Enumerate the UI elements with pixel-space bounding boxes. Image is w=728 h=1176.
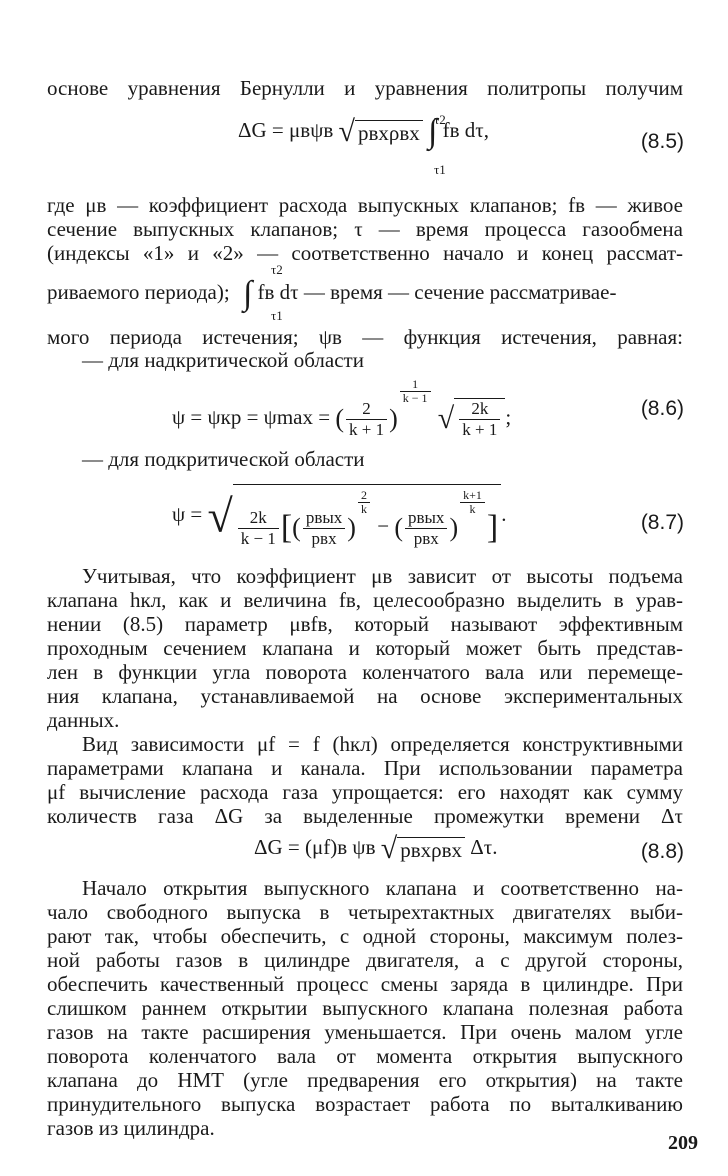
equation-number-8-6: (8.6) [640, 397, 684, 420]
eq88-tail: Δτ. [470, 835, 498, 859]
text-line: Вид зависимости μf = f (hкл) определяется конструктивными [82, 732, 683, 756]
text-line: рают так, чтобы обеспечить, с одной стороны, максимум полез- [47, 924, 683, 948]
text-line: клапана hкл, как и величина fв, целесообразно выделить в урав- [47, 588, 683, 612]
text-line: ния клапана, устанавливаемой на основе экспериментальных [47, 684, 683, 708]
text-line: Начало открытия выпускного клапана и соответственно на- [82, 876, 683, 900]
text-line: Учитывая, что коэффициент μв зависит от высоты подъема [82, 564, 683, 588]
text-line: основе уравнения Бернулли и уравнения политропы получим [47, 76, 683, 100]
text-fragment: риваемого периода); [47, 280, 230, 304]
inline-int-lower-limit: τ1 [271, 308, 283, 323]
equation-number-8-5: (8.5) [640, 130, 684, 153]
eq85-radicand: pвхρвх [355, 120, 423, 145]
text-line: чало свободного выпуска в четырехтактных двигателях выби- [47, 900, 683, 924]
text-line: обеспечить качественный процесс смены заряда в цилиндре. При [47, 972, 683, 996]
text-line: лен в функции угла поворота коленчатого вала или перемеще- [47, 660, 683, 684]
text-line: поворота коленчатого вала от момента открытия выпускного [47, 1044, 683, 1068]
eq88-root: √ pвхρвх [381, 835, 465, 862]
text-line: ной работы газов в цилиндре двигателя, а с другой стороны, [47, 948, 683, 972]
text-line: газов на такте расширения уменьшается. При очень малом угле [47, 1020, 683, 1044]
equation-8-7: ψ = √ $\frac{2k}{k - 1}$ [( $\frac{\text{pвых}}{\text{pвх}}$ ) $\frac{2}{k}$ − ( $\frac{\text{pвых}}{\text{pвх}}$ ) $\frac{k+1}{k}$ ] . [172, 484, 506, 549]
page-number: 209 [668, 1132, 698, 1154]
equation-8-5 [238, 113, 489, 151]
eq87-exponent-1: $\frac{2}{k}$ [358, 489, 370, 516]
integral-sign: ∫ [242, 275, 253, 313]
text-line: данных. [47, 708, 120, 732]
eq85-lhs: ΔG = μвψв [238, 118, 334, 142]
text-line: где μв — коэффициент расхода выпускных клапанов; fв — живое [47, 193, 683, 217]
eq85-integrand: fв dτ, [442, 118, 489, 142]
eq87-pressure-ratio-1: $\frac{\text{pвых}}{\text{pвх}}$ [303, 508, 345, 549]
integral-sign: ∫ [428, 113, 438, 151]
text-line [47, 275, 683, 313]
inline-int-upper-limit: τ2 [271, 262, 283, 277]
eq85-root: √ pвхρвх [339, 118, 423, 145]
text-line: принудительного выпуска возрастает работа по выталкиванию [47, 1092, 683, 1116]
eq88-lhs: ΔG = (μf)в ψв [254, 835, 376, 859]
text-fragment: fв dτ — время — сечение рассматривае- [257, 280, 617, 304]
eq85-lower-limit: τ1 [434, 162, 446, 177]
equation-8-8 [254, 832, 498, 866]
text-line: нении (8.5) параметр μвfв, который называют эффективным [47, 612, 683, 636]
equation-number-8-7: (8.7) [640, 511, 684, 534]
eq86-lhs: ψ = ψкр = ψmax = [172, 405, 331, 429]
text-line: — для подкритической области [82, 447, 365, 471]
text-line: газов из цилиндра. [47, 1116, 215, 1140]
eq88-radicand: pвхρвх [397, 837, 465, 862]
eq86-root-fraction: $\frac{2k}{k + 1}$ [459, 399, 500, 440]
eq87-pressure-ratio-2: $\frac{\text{pвых}}{\text{pвх}}$ [405, 508, 447, 549]
equation-8-6: ψ = ψкр = ψmax = ( $\frac{2}{k + 1}$ ) $\frac{1}{k - 1}$ √ $\frac{2k}{k + 1}$ ; [172, 377, 512, 440]
eq87-root: √ $\frac{2k}{k - 1}$ [( $\frac{\text{pвых}}{\text{pвх}}$ ) $\frac{2}{k}$ − ( $\frac{\text{pвых}}{\text{pвх}}$ ) $\frac{k+1}{k}$ ] [208, 484, 502, 549]
text-line: (индексы «1» и «2» — соответственно начало и конец рассмат- [47, 241, 683, 265]
eq86-root: √ $\frac{2k}{k + 1}$ [438, 398, 506, 440]
eq87-coefficient: $\frac{2k}{k - 1}$ [238, 508, 279, 549]
text-line: параметрами клапана и канала. При использовании параметра [47, 756, 683, 780]
text-line: проходным сечением клапана и который может быть представ- [47, 636, 683, 660]
text-line: сечение выпускных клапанов; τ — время процесса газообмена [47, 217, 683, 241]
text-line: клапана до НМТ (угле предварения его открытия) на такте [47, 1068, 683, 1092]
eq87-lhs: ψ = [172, 502, 203, 527]
text-line: слишком раннем открытии выпускного клапана полезная работа [47, 996, 683, 1020]
eq85-upper-limit: τ2 [434, 112, 446, 127]
eq87-exponent-2: $\frac{k+1}{k}$ [460, 489, 485, 516]
text-line: — для надкритической области [82, 348, 364, 372]
eq86-fraction: $\frac{2}{k + 1}$ [346, 399, 387, 440]
text-line: количеств газа ΔG за выделенные промежутки времени Δτ [47, 804, 683, 828]
eq86-exponent: $\frac{1}{k - 1}$ [400, 378, 431, 405]
text-line: мого периода истечения; ψв — функция истечения, равная: [47, 325, 683, 349]
text-line: μf вычисление расхода газа упрощается: его находят как сумму [47, 780, 683, 804]
equation-number-8-8: (8.8) [640, 840, 684, 863]
